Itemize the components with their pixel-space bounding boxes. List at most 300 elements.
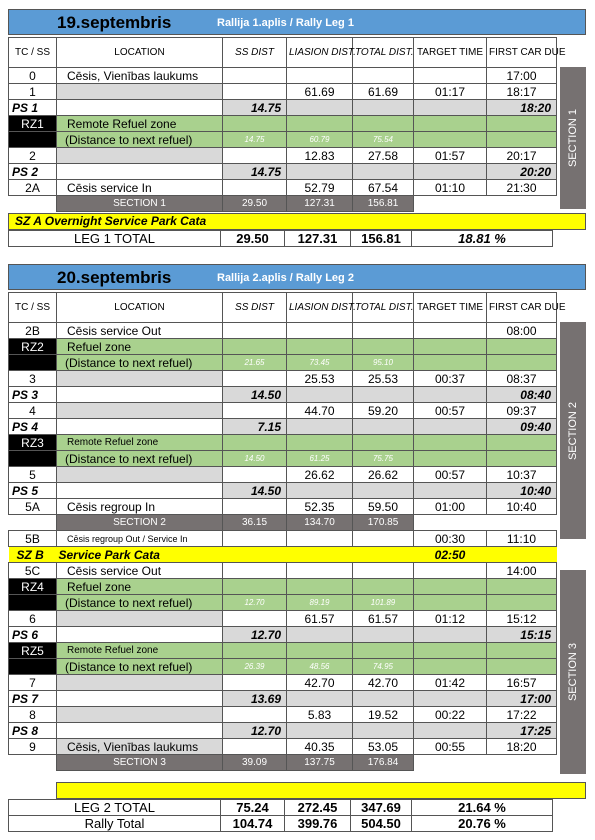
section3-label: SECTION 3 — [567, 642, 580, 702]
cell-liaison-dist: 137.75 — [287, 755, 353, 771]
leg2-date: 20.septembris — [57, 268, 172, 287]
table-row — [9, 180, 557, 196]
cell-ss-dist — [223, 435, 287, 451]
cell-target-time: 00:37 — [414, 371, 487, 387]
cell-first-car — [487, 451, 557, 467]
cell-ss-dist: 29.50 — [223, 196, 287, 212]
cell-location: Cēsis, Vienības laukums — [57, 739, 223, 755]
col-liaison-dist: LIASION DIST. — [287, 293, 353, 323]
cell-target-time — [414, 419, 487, 435]
table-row — [9, 659, 557, 675]
col-location: LOCATION — [57, 38, 223, 68]
cell-total-dist — [353, 627, 414, 643]
leg2-title: Rallija 2.aplis / Rally Leg 2 — [217, 272, 354, 284]
cell-ss-dist — [223, 148, 287, 164]
cell-total-dist: 75.54 — [353, 132, 414, 148]
cell-location — [57, 707, 223, 723]
leg1-total-liaison: 127.31 — [285, 231, 351, 247]
cell-ss-dist — [223, 116, 287, 132]
cell-tc: 2A — [9, 180, 57, 196]
col-first-car: FIRST CAR DUE — [487, 293, 557, 323]
cell-tc: PS 2 — [9, 164, 57, 180]
cell-ss-dist — [223, 531, 287, 547]
cell-liaison-dist: 60.79 — [287, 132, 353, 148]
cell-first-car: 18:20 — [487, 100, 557, 116]
cell-first-car — [487, 435, 557, 451]
table-row — [9, 323, 557, 339]
leg1-total-dist: 156.81 — [351, 231, 412, 247]
table-row — [9, 643, 557, 659]
cell-first-car: 08:37 — [487, 371, 557, 387]
cell-first-car: 10:37 — [487, 467, 557, 483]
cell-liaison-dist — [287, 116, 353, 132]
col-first-car: FIRST CAR DUE — [487, 38, 557, 68]
cell-first-car: 08:00 — [487, 323, 557, 339]
table-row — [9, 355, 557, 371]
cell-target-time — [414, 643, 487, 659]
cell-location — [57, 419, 223, 435]
table-row — [9, 579, 557, 595]
column-header-row — [9, 38, 557, 68]
cell-location — [57, 723, 223, 739]
cell-liaison-dist: 52.79 — [287, 180, 353, 196]
cell-liaison-dist: 40.35 — [287, 739, 353, 755]
cell-target-time — [414, 355, 487, 371]
cell-target-time: 00:22 — [414, 707, 487, 723]
cell-total-dist: 27.58 — [353, 148, 414, 164]
leg2-total-pct: 21.64 % — [412, 800, 553, 816]
cell-liaison-dist — [287, 100, 353, 116]
table-row — [9, 419, 557, 435]
cell-ss-dist: 14.75 — [223, 100, 287, 116]
cell-tc: RZ5 — [9, 643, 57, 659]
table-row — [9, 100, 557, 116]
cell-liaison-dist — [287, 483, 353, 499]
cell-total-dist: 61.69 — [353, 84, 414, 100]
cell-target-time — [414, 116, 487, 132]
section1-label: SECTION 1 — [567, 108, 580, 168]
section3-band — [560, 570, 586, 774]
table-row — [9, 148, 557, 164]
section1-band — [560, 67, 586, 209]
rally-total-pct: 20.76 % — [412, 816, 553, 832]
table-row — [9, 707, 557, 723]
table-row — [9, 451, 557, 467]
cell-tc: RZ2 — [9, 339, 57, 355]
cell-ss-dist — [223, 579, 287, 595]
cell-ss-dist — [223, 339, 287, 355]
cell-total-dist: 67.54 — [353, 180, 414, 196]
cell-target-time — [414, 132, 487, 148]
cell-target-time — [414, 627, 487, 643]
table-row — [9, 723, 557, 739]
cell-total-dist — [353, 419, 414, 435]
cell-first-car — [487, 659, 557, 675]
cell-ss-dist — [223, 323, 287, 339]
cell-target-time: 02:50 — [414, 547, 487, 563]
cell-first-car: 17:00 — [487, 691, 557, 707]
cell-ss-dist — [223, 563, 287, 579]
cell-first-car — [487, 755, 557, 771]
cell-total-dist — [353, 116, 414, 132]
cell-target-time — [414, 723, 487, 739]
cell-tc — [9, 595, 57, 611]
cell-location: Cēsis regroup Out / Service In — [57, 531, 223, 547]
cell-liaison-dist — [287, 531, 353, 547]
cell-tc: 2 — [9, 148, 57, 164]
cell-tc: PS 1 — [9, 100, 57, 116]
cell-ss-dist: 7.15 — [223, 419, 287, 435]
cell-ss-dist — [223, 403, 287, 419]
table-row — [9, 435, 557, 451]
cell-location — [57, 467, 223, 483]
cell-ss-dist: 14.75 — [223, 132, 287, 148]
leg1-title: Rallija 1.aplis / Rally Leg 1 — [217, 17, 354, 29]
cell-first-car — [487, 595, 557, 611]
cell-target-time — [414, 595, 487, 611]
cell-liaison-dist — [287, 435, 353, 451]
cell-liaison-dist: 5.83 — [287, 707, 353, 723]
cell-total-dist: 59.20 — [353, 403, 414, 419]
cell-target-time — [414, 691, 487, 707]
cell-tc — [9, 451, 57, 467]
cell-location — [57, 387, 223, 403]
cell-target-time — [414, 323, 487, 339]
cell-location: Remote Refuel zone — [57, 643, 223, 659]
col-liaison-dist: LIASION DIST. — [287, 38, 353, 68]
cell-target-time — [414, 196, 487, 212]
cell-total-dist — [353, 531, 414, 547]
leg1-date: 19.septembris — [57, 13, 172, 32]
cell-location — [57, 164, 223, 180]
cell-location: Cēsis service In — [57, 180, 223, 196]
cell-tc — [9, 755, 57, 771]
cell-ss-dist: 12.70 — [223, 595, 287, 611]
cell-total-dist: 26.62 — [353, 467, 414, 483]
cell-tc: 5C — [9, 563, 57, 579]
cell-location: Refuel zone — [57, 339, 223, 355]
cell-total-dist: 75.75 — [353, 451, 414, 467]
cell-location — [57, 675, 223, 691]
cell-total-dist — [353, 691, 414, 707]
leg1-total-pct: 18.81 % — [412, 231, 553, 247]
cell-location — [57, 148, 223, 164]
leg2-table — [8, 292, 566, 771]
cell-location — [57, 611, 223, 627]
cell-location: Refuel zone — [57, 579, 223, 595]
cell-total-dist: 53.05 — [353, 739, 414, 755]
col-location: LOCATION — [57, 293, 223, 323]
cell-total-dist: 95.10 — [353, 355, 414, 371]
cell-first-car: 10:40 — [487, 499, 557, 515]
cell-tc: RZ1 — [9, 116, 57, 132]
cell-tc: 2B — [9, 323, 57, 339]
leg1-total-label: LEG 1 TOTAL — [9, 231, 221, 247]
leg2-total-label: LEG 2 TOTAL — [9, 800, 221, 816]
cell-first-car — [487, 355, 557, 371]
table-row — [9, 499, 557, 515]
table-row — [9, 547, 557, 563]
cell-ss-dist — [223, 371, 287, 387]
cell-first-car — [487, 132, 557, 148]
cell-liaison-dist — [287, 691, 353, 707]
cell-first-car: 16:57 — [487, 675, 557, 691]
cell-total-dist: 101.89 — [353, 595, 414, 611]
cell-tc: 9 — [9, 739, 57, 755]
cell-tc: RZ3 — [9, 435, 57, 451]
rally-total-ss: 104.74 — [221, 816, 285, 832]
cell-liaison-dist: 89.19 — [287, 595, 353, 611]
column-header-row — [9, 293, 557, 323]
cell-first-car: 10:40 — [487, 483, 557, 499]
cell-location: SECTION 1 — [57, 196, 223, 212]
cell-total-dist: 156.81 — [353, 196, 414, 212]
table-row — [9, 627, 557, 643]
cell-location — [57, 403, 223, 419]
cell-tc — [9, 196, 57, 212]
cell-location: (Distance to next refuel) — [57, 355, 223, 371]
cell-liaison-dist — [287, 643, 353, 659]
leg2-header — [8, 264, 586, 290]
cell-total-dist: 176.84 — [353, 755, 414, 771]
cell-target-time: 01:42 — [414, 675, 487, 691]
cell-location: Cēsis, Vienības laukums — [57, 68, 223, 84]
cell-target-time: 00:57 — [414, 467, 487, 483]
cell-location: (Distance to next refuel) — [57, 595, 223, 611]
cell-target-time: 01:17 — [414, 84, 487, 100]
table-row — [9, 164, 557, 180]
table-row — [9, 68, 557, 84]
cell-ss-dist: 26.39 — [223, 659, 287, 675]
cell-first-car: 09:40 — [487, 419, 557, 435]
cell-tc: 0 — [9, 68, 57, 84]
cell-liaison-dist: 61.69 — [287, 84, 353, 100]
cell-liaison-dist: 25.53 — [287, 371, 353, 387]
cell-target-time — [414, 68, 487, 84]
cell-liaison-dist: 127.31 — [287, 196, 353, 212]
cell-target-time — [414, 515, 487, 531]
table-row — [9, 691, 557, 707]
leg1-block — [8, 9, 586, 254]
cell-total-dist — [353, 547, 414, 563]
col-total-dist: TOTAL DIST. — [353, 293, 414, 323]
cell-total-dist — [353, 68, 414, 84]
cell-ss-dist — [223, 180, 287, 196]
leg2-total-liaison: 272.45 — [285, 800, 351, 816]
cell-first-car — [487, 196, 557, 212]
col-target-time: TARGET TIME — [414, 293, 487, 323]
cell-target-time — [414, 755, 487, 771]
cell-tc — [9, 659, 57, 675]
col-tc: TC / SS — [9, 293, 57, 323]
cell-location: Service Park Cata — [57, 547, 223, 563]
cell-tc: 4 — [9, 403, 57, 419]
cell-total-dist — [353, 387, 414, 403]
cell-ss-dist: 36.15 — [223, 515, 287, 531]
cell-first-car — [487, 547, 557, 563]
leg1-total-row — [9, 231, 553, 247]
rally-total-dist: 504.50 — [351, 816, 412, 832]
cell-liaison-dist — [287, 164, 353, 180]
cell-location — [57, 483, 223, 499]
rally-total-label: Rally Total — [9, 816, 221, 832]
cell-target-time — [414, 483, 487, 499]
cell-first-car: 18:17 — [487, 84, 557, 100]
cell-total-dist — [353, 563, 414, 579]
table-row — [9, 611, 557, 627]
cell-tc: 1 — [9, 84, 57, 100]
cell-target-time: 01:57 — [414, 148, 487, 164]
cell-ss-dist: 13.69 — [223, 691, 287, 707]
cell-ss-dist: 12.70 — [223, 627, 287, 643]
col-target-time: TARGET TIME — [414, 38, 487, 68]
cell-tc: RZ4 — [9, 579, 57, 595]
cell-target-time: 00:57 — [414, 403, 487, 419]
table-row — [9, 387, 557, 403]
cell-target-time — [414, 339, 487, 355]
cell-target-time: 01:00 — [414, 499, 487, 515]
cell-liaison-dist — [287, 579, 353, 595]
cell-first-car: 17:00 — [487, 68, 557, 84]
cell-total-dist — [353, 435, 414, 451]
cell-liaison-dist — [287, 547, 353, 563]
cell-location — [57, 371, 223, 387]
cell-first-car: 17:25 — [487, 723, 557, 739]
cell-location — [57, 627, 223, 643]
cell-target-time: 01:12 — [414, 611, 487, 627]
cell-liaison-dist — [287, 723, 353, 739]
cell-tc: PS 8 — [9, 723, 57, 739]
rally-total-row — [9, 816, 553, 832]
cell-total-dist — [353, 164, 414, 180]
col-ss-dist: SS DIST — [223, 293, 287, 323]
cell-location — [57, 100, 223, 116]
cell-tc: SZ B — [9, 547, 57, 563]
cell-liaison-dist: 12.83 — [287, 148, 353, 164]
cell-total-dist — [353, 579, 414, 595]
cell-first-car: 20:17 — [487, 148, 557, 164]
cell-ss-dist: 39.09 — [223, 755, 287, 771]
leg2-block — [8, 264, 586, 836]
cell-total-dist: 25.53 — [353, 371, 414, 387]
cell-tc: PS 4 — [9, 419, 57, 435]
cell-target-time — [414, 435, 487, 451]
cell-target-time — [414, 100, 487, 116]
cell-first-car: 14:00 — [487, 563, 557, 579]
table-row — [9, 675, 557, 691]
cell-ss-dist — [223, 467, 287, 483]
cell-ss-dist — [223, 499, 287, 515]
cell-total-dist: 74.95 — [353, 659, 414, 675]
cell-total-dist: 170.85 — [353, 515, 414, 531]
cell-first-car: 09:37 — [487, 403, 557, 419]
table-row — [9, 371, 557, 387]
cell-total-dist — [353, 339, 414, 355]
cell-tc: 7 — [9, 675, 57, 691]
cell-total-dist: 19.52 — [353, 707, 414, 723]
cell-tc: 8 — [9, 707, 57, 723]
leg2-total-ss: 75.24 — [221, 800, 285, 816]
cell-ss-dist: 14.75 — [223, 164, 287, 180]
cell-ss-dist — [223, 547, 287, 563]
cell-target-time: 00:55 — [414, 739, 487, 755]
cell-first-car: 11:10 — [487, 531, 557, 547]
leg1-total-table — [8, 230, 553, 247]
cell-ss-dist — [223, 707, 287, 723]
cell-ss-dist — [223, 675, 287, 691]
cell-first-car: 18:20 — [487, 739, 557, 755]
sz-a-label: SZ A Overnight Service Park Cata — [15, 214, 207, 228]
cell-first-car: 21:30 — [487, 180, 557, 196]
col-total-dist: TOTAL DIST. — [353, 38, 414, 68]
cell-location: Cēsis regroup In — [57, 499, 223, 515]
leg1-total-ss: 29.50 — [221, 231, 285, 247]
col-tc: TC / SS — [9, 38, 57, 68]
cell-liaison-dist: 48.56 — [287, 659, 353, 675]
cell-liaison-dist — [287, 323, 353, 339]
cell-first-car: 17:22 — [487, 707, 557, 723]
cell-liaison-dist — [287, 387, 353, 403]
table-row — [9, 531, 557, 547]
cell-liaison-dist — [287, 419, 353, 435]
cell-ss-dist — [223, 643, 287, 659]
cell-liaison-dist: 44.70 — [287, 403, 353, 419]
cell-liaison-dist: 134.70 — [287, 515, 353, 531]
cell-ss-dist — [223, 611, 287, 627]
table-row — [9, 467, 557, 483]
cell-tc — [9, 132, 57, 148]
cell-location: Remote Refuel zone — [57, 116, 223, 132]
cell-location — [57, 691, 223, 707]
cell-tc: 5 — [9, 467, 57, 483]
cell-liaison-dist: 26.62 — [287, 467, 353, 483]
cell-total-dist — [353, 643, 414, 659]
cell-liaison-dist — [287, 339, 353, 355]
cell-location: SECTION 2 — [57, 515, 223, 531]
cell-first-car — [487, 643, 557, 659]
cell-first-car: 15:15 — [487, 627, 557, 643]
cell-target-time — [414, 164, 487, 180]
cell-first-car: 08:40 — [487, 387, 557, 403]
table-row — [9, 116, 557, 132]
table-row — [9, 196, 557, 212]
sz-a-row — [8, 213, 586, 230]
cell-tc — [9, 355, 57, 371]
cell-total-dist — [353, 100, 414, 116]
table-row — [9, 515, 557, 531]
cell-target-time: 00:30 — [414, 531, 487, 547]
cell-ss-dist — [223, 739, 287, 755]
table-row — [9, 84, 557, 100]
leg2-total-dist: 347.69 — [351, 800, 412, 816]
table-row — [9, 483, 557, 499]
cell-liaison-dist: 61.57 — [287, 611, 353, 627]
table-row — [9, 595, 557, 611]
table-row — [9, 563, 557, 579]
cell-tc — [9, 515, 57, 531]
cell-target-time — [414, 563, 487, 579]
section2-label: SECTION 2 — [567, 401, 580, 460]
cell-tc: 3 — [9, 371, 57, 387]
cell-total-dist — [353, 723, 414, 739]
cell-target-time — [414, 451, 487, 467]
cell-tc: PS 3 — [9, 387, 57, 403]
cell-location — [57, 84, 223, 100]
cell-first-car — [487, 116, 557, 132]
cell-total-dist: 59.50 — [353, 499, 414, 515]
cell-ss-dist: 14.50 — [223, 451, 287, 467]
cell-liaison-dist: 52.35 — [287, 499, 353, 515]
